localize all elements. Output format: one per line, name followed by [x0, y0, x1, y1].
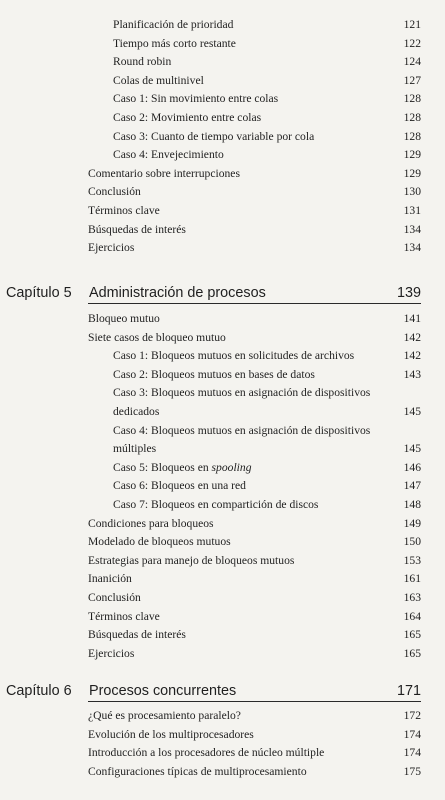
- toc-entry: [113, 90, 421, 108]
- toc-entry-page: 164: [403, 609, 421, 623]
- toc-entry: [113, 403, 421, 421]
- toc-entry: [88, 183, 421, 201]
- toc-entry-label: Tiempo más corto restante: [113, 36, 236, 50]
- toc-entry-page: 149: [403, 516, 421, 530]
- toc-entry: [113, 384, 421, 402]
- toc-entry-page: 129: [403, 166, 421, 180]
- toc-entry-page: 129: [403, 148, 421, 162]
- toc-entry-page: 142: [403, 349, 421, 363]
- toc-entry-page: 145: [403, 442, 421, 456]
- toc-entry-label: Términos clave: [88, 609, 160, 623]
- toc-entry: [113, 16, 421, 34]
- toc-entry-page: 146: [403, 460, 421, 474]
- toc-entry-label: Evolución de los multiprocesadores: [88, 727, 254, 741]
- toc-entry: [113, 459, 421, 477]
- toc-entry: [88, 329, 421, 347]
- toc-entry: [113, 109, 421, 127]
- toc-entry-label: múltiples: [113, 442, 157, 456]
- toc-entry: [88, 515, 421, 533]
- toc-entry: [88, 763, 421, 781]
- toc-entry-label: Modelado de bloqueos mutuos: [88, 535, 231, 549]
- chapter-number: Capítulo 5: [6, 285, 72, 301]
- toc-entry-label: Round robin: [113, 55, 172, 69]
- toc-entry-label: Configuraciones típicas de multiprocesamiento: [88, 764, 307, 778]
- toc-entry-page: 121: [403, 18, 421, 31]
- toc-entry: [113, 347, 421, 365]
- toc-entry-page: 127: [403, 73, 421, 87]
- toc-entry-label: Caso 2: Bloqueos mutuos en bases de datos: [113, 367, 315, 381]
- toc-entry-page: 134: [403, 222, 421, 236]
- toc-entry-page: 145: [403, 405, 421, 418]
- chapter-page: 139: [396, 285, 421, 301]
- toc-entry-label: Caso 4: Bloqueos mutuos en asignación de dispositivos: [113, 423, 371, 437]
- toc-entry-page: 131: [403, 204, 421, 217]
- toc-entry-page: 134: [403, 241, 421, 255]
- toc-entry-page: 128: [403, 129, 421, 143]
- chapter-number: Capítulo 6: [6, 683, 72, 699]
- toc-entry-label: Búsquedas de interés: [88, 222, 186, 236]
- toc-entry-label: Comentario sobre interrupciones: [88, 166, 240, 180]
- toc-entry-label: Caso 4: Envejecimiento: [113, 148, 224, 162]
- toc-entry: [113, 128, 421, 146]
- toc-entry: [113, 72, 421, 90]
- toc-entry-page: 174: [403, 746, 421, 760]
- toc-entry: [88, 202, 421, 220]
- toc-entry-label: Conclusión: [88, 591, 141, 604]
- toc-entry-page: 130: [403, 185, 421, 199]
- chapter-page: 171: [396, 683, 421, 699]
- toc-entry: [113, 366, 421, 384]
- toc-entry: [113, 53, 421, 71]
- toc-entry: [88, 570, 421, 588]
- toc-entry-label: Caso 3: Bloqueos mutuos en asignación de dispositivos: [113, 386, 371, 400]
- toc-entry: [113, 496, 421, 514]
- toc-entry: [113, 477, 421, 495]
- toc-entry-page: 165: [403, 646, 421, 660]
- toc-entry-label: Siete casos de bloqueo mutuo: [88, 330, 226, 344]
- toc-entry-label: Estrategias para manejo de bloqueos mutuos: [88, 553, 295, 567]
- toc-entry: [88, 608, 421, 626]
- toc-entry-label: ¿Qué es procesamiento paralelo?: [88, 709, 241, 722]
- toc-entry-label: Caso 2: Movimiento entre colas: [113, 111, 262, 124]
- chapter-rule: [88, 303, 421, 304]
- toc-entry-page: 172: [403, 709, 421, 722]
- toc-entry: [88, 239, 421, 257]
- toc-entry: [113, 146, 421, 164]
- toc-entry: [88, 726, 421, 744]
- toc-entry: [88, 165, 421, 183]
- toc-entry-page: 141: [403, 312, 421, 325]
- chapter-heading: [6, 282, 421, 304]
- toc-entry-label: Caso 7: Bloqueos en compartición de discos: [113, 498, 319, 511]
- toc-entry: [113, 35, 421, 53]
- chapter-heading: [6, 680, 421, 702]
- toc-entry-label: Introducción a los procesadores de núcleo múltiple: [88, 746, 325, 760]
- toc-entry-label: Ejercicios: [88, 241, 135, 255]
- toc-entry: [88, 589, 421, 607]
- toc-entry: [88, 645, 421, 663]
- toc-entry-label: Bloqueo mutuo: [88, 312, 160, 325]
- chapter-rule: [88, 701, 421, 702]
- toc-entry-page: 163: [403, 591, 421, 604]
- toc-entry-label: Condiciones para bloqueos: [88, 516, 214, 530]
- toc-entry-page: 128: [403, 111, 421, 124]
- toc-entry: [88, 310, 421, 328]
- toc-entry-page: 150: [403, 535, 421, 549]
- toc-entry-label: Colas de multinivel: [113, 73, 204, 87]
- toc-entry-label: Caso 5: Bloqueos en spooling: [113, 460, 252, 474]
- toc-entry-label: Planificación de prioridad: [113, 18, 234, 31]
- toc-entry-label: Ejercicios: [88, 646, 135, 660]
- toc-entry: [113, 440, 421, 458]
- toc-entry-page: 175: [403, 764, 421, 778]
- toc-entry-page: 174: [403, 727, 421, 741]
- toc-entry-page: 143: [403, 367, 421, 381]
- toc-entry-page: 128: [403, 92, 421, 106]
- toc-entry: [88, 707, 421, 725]
- toc-entry: [113, 422, 421, 440]
- chapter-title: Procesos concurrentes: [89, 683, 237, 699]
- toc-entry-page: 142: [403, 330, 421, 344]
- toc-entry-page: 153: [403, 553, 421, 567]
- toc-entry-label: Caso 1: Bloqueos mutuos en solicitudes de archivos: [113, 349, 355, 363]
- toc-entry-label: Términos clave: [88, 204, 160, 217]
- toc-entry-page: 147: [403, 479, 421, 493]
- toc-entry-label: Inanición: [88, 572, 132, 586]
- toc-entry-label: Caso 1: Sin movimiento entre colas: [113, 92, 279, 106]
- chapter-title: Administración de procesos: [89, 285, 266, 301]
- toc-entry-page: 124: [403, 55, 421, 69]
- toc-entry-label: dedicados: [113, 405, 160, 418]
- toc-entry: [88, 533, 421, 551]
- toc-entry: [88, 552, 421, 570]
- toc-entry-page: 161: [403, 572, 421, 586]
- toc-entry: [88, 221, 421, 239]
- toc-entry-page: 148: [403, 498, 421, 511]
- toc-entry: [88, 744, 421, 762]
- toc-entry-label: Caso 3: Cuanto de tiempo variable por cola: [113, 129, 315, 143]
- toc-entry: [88, 626, 421, 644]
- toc-entry-label: Conclusión: [88, 185, 141, 199]
- toc-entry-page: 165: [403, 628, 421, 642]
- toc-entry-label: Búsquedas de interés: [88, 628, 186, 642]
- toc-entry-label: Caso 6: Bloqueos en una red: [113, 479, 246, 493]
- toc-entry-page: 122: [403, 36, 421, 50]
